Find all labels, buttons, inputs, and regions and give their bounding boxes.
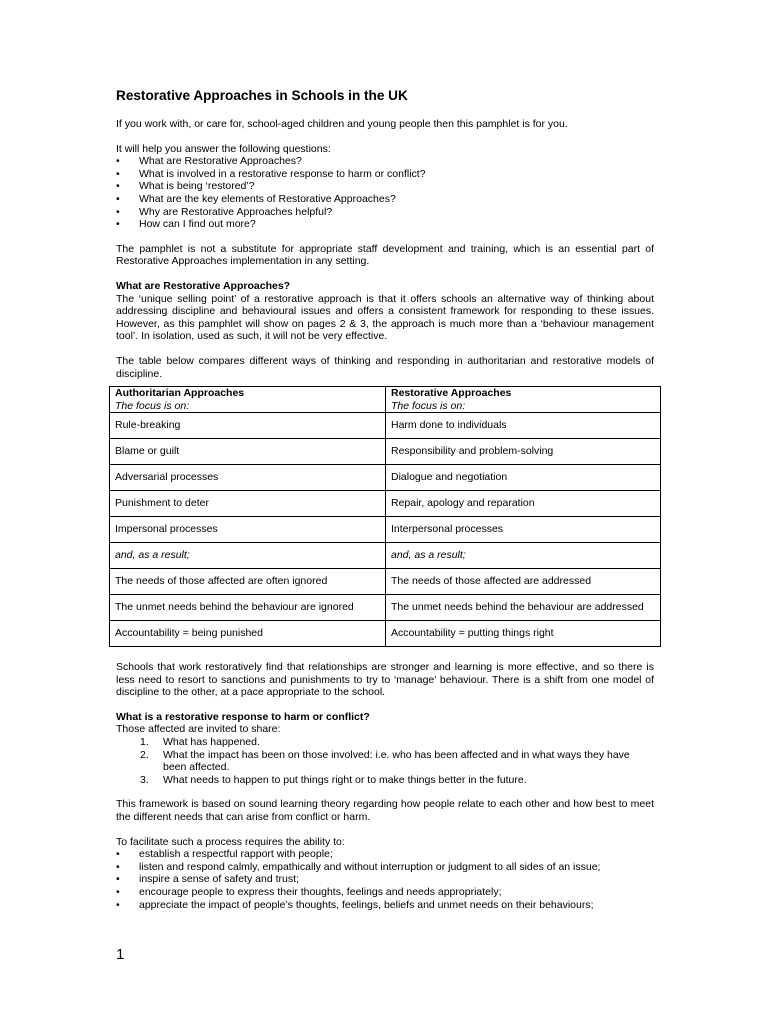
table-cell: The unmet needs behind the behaviour are ignored <box>110 595 386 621</box>
section-heading: What are Restorative Approaches? <box>116 279 291 292</box>
abilities-list <box>116 848 654 911</box>
table-cell: and, as a result; <box>386 543 661 569</box>
list-item <box>140 736 654 749</box>
table-cell: Rule-breaking <box>110 413 386 439</box>
column-subtitle: The focus is on: <box>391 399 466 412</box>
page-number: 1 <box>116 946 125 963</box>
table-lead: The table below compares different ways of thinking and responding in authoritarian and restorative models of discipline. <box>116 354 654 380</box>
table-row <box>110 621 661 647</box>
section-lead: Those affected are invited to share: <box>116 723 281 736</box>
disclaimer-paragraph: The pamphlet is not a substitute for appropriate staff development and training, which is an essential part of Restorative Approaches implementation in any setting. <box>116 242 654 268</box>
after-table-paragraph: Schools that work restoratively find that relationships are stronger and learning is more effective, and so there is less need to resort to sanctions and punishments to try to ‘manage’ behaviour. There is a shift from one model of discipline to the other, at a pace appropriate to the school. <box>116 661 654 699</box>
table-cell: Adversarial processes <box>110 465 386 491</box>
table-cell: Dialogue and negotiation <box>386 465 661 491</box>
list-item <box>140 749 654 774</box>
table-header-cell <box>110 387 386 413</box>
table-cell: Repair, apology and reparation <box>386 491 661 517</box>
table-cell: The unmet needs behind the behaviour are addressed <box>386 595 661 621</box>
section-heading: What is a restorative response to harm or conflict? <box>116 710 370 723</box>
table-row <box>110 595 661 621</box>
page-content <box>116 88 654 911</box>
table-row <box>110 413 661 439</box>
questions-list <box>116 155 654 231</box>
list-text: What has happened. <box>163 736 260 749</box>
list-item <box>140 774 654 787</box>
framework-paragraph: This framework is based on sound learning theory regarding how people relate to each other and how best to meet the different needs that can arise from conflict or harm. <box>116 798 654 824</box>
list-item: • What is being ‘restored’? <box>116 180 654 193</box>
comparison-table <box>109 386 661 647</box>
table-cell: Interpersonal processes <box>386 517 661 543</box>
list-item: • What are Restorative Approaches? <box>116 155 654 168</box>
table-cell: Responsibility and problem-solving <box>386 439 661 465</box>
questions-lead: It will help you answer the following questions: <box>116 142 331 155</box>
list-number: 2. <box>140 748 149 761</box>
list-item: • What is involved in a restorative response to harm or conflict? <box>116 168 654 181</box>
list-item: • How can I find out more? <box>116 218 654 231</box>
table-row <box>110 491 661 517</box>
column-title: Authoritarian Approaches <box>115 387 245 400</box>
list-item: • Why are Restorative Approaches helpful? <box>116 206 654 219</box>
list-text: What needs to happen to put things right or to make things better in the future. <box>163 773 527 786</box>
table-cell: The needs of those affected are often ignored <box>110 569 386 595</box>
list-item: • What are the key elements of Restorative Approaches? <box>116 193 654 206</box>
page-title: Restorative Approaches in Schools in the UK <box>116 88 408 103</box>
abilities-lead: To facilitate such a process requires the ability to: <box>116 835 345 848</box>
list-text: What the impact has been on those involved: i.e. who has been affected and in what ways they have been affected. <box>163 748 630 774</box>
table-row <box>110 569 661 595</box>
column-subtitle: The focus is on: <box>115 399 190 412</box>
list-item: • inspire a sense of safety and trust; <box>116 873 654 886</box>
table-header-row <box>110 387 661 413</box>
section-body: The ‘unique selling point’ of a restorative approach is that it offers schools an alternative way of thinking about addressing discipline and behavioural issues and offers a consistent framework for responding to these issues. However, as this pamphlet will show on pages 2 & 3, the approach is much more than a ‘behaviour management tool’. In isolation, used as such, it will not be very effective. <box>116 292 654 343</box>
table-row <box>110 517 661 543</box>
list-item: • appreciate the impact of people’s thoughts, feelings, beliefs and unmet needs on their behaviours; <box>116 899 654 912</box>
table-row <box>110 439 661 465</box>
table-row <box>110 465 661 491</box>
numbered-list <box>116 736 654 786</box>
list-item: • listen and respond calmly, empathically and without interruption or judgment to all sides of an issue; <box>116 861 654 874</box>
intro-paragraph: If you work with, or care for, school-aged children and young people then this pamphlet is for you. <box>116 118 568 130</box>
table-cell: Impersonal processes <box>110 517 386 543</box>
table-cell: Harm done to individuals <box>386 413 661 439</box>
table-header-cell <box>386 387 661 413</box>
table-cell: Accountability = being punished <box>110 621 386 647</box>
list-item: • establish a respectful rapport with people; <box>116 848 654 861</box>
table-cell: Blame or guilt <box>110 439 386 465</box>
table-cell: The needs of those affected are addressed <box>386 569 661 595</box>
list-item: • encourage people to express their thoughts, feelings and needs appropriately; <box>116 886 654 899</box>
column-title: Restorative Approaches <box>391 387 512 400</box>
table-cell: and, as a result; <box>110 543 386 569</box>
table-cell: Punishment to deter <box>110 491 386 517</box>
list-number: 3. <box>140 773 149 786</box>
table-cell: Accountability = putting things right <box>386 621 661 647</box>
table-row <box>110 543 661 569</box>
list-number: 1. <box>140 736 149 749</box>
